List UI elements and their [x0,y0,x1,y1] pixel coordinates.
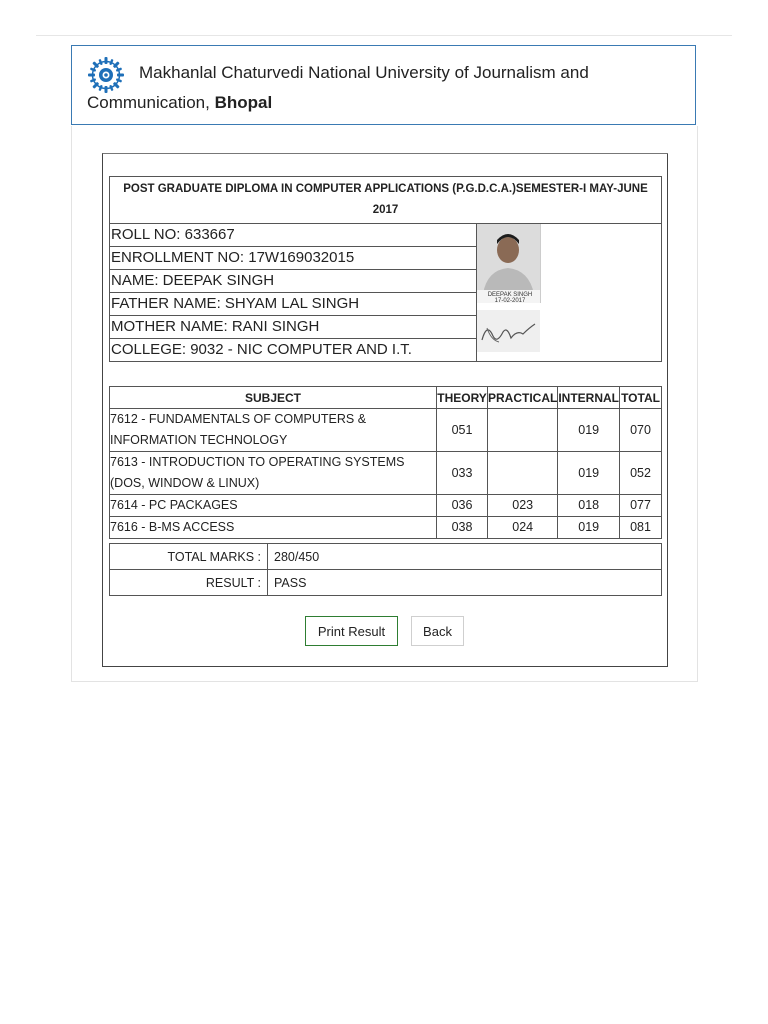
result-summary-table [109,543,662,596]
theory-marks: 036 [437,495,488,517]
col-internal: INTERNAL [558,387,620,409]
subject-name: 7612 - FUNDAMENTALS OF COMPUTERS & INFORMATION TECHNOLOGY [110,409,437,452]
university-header [71,45,696,125]
university-logo-icon [86,55,126,95]
marks-header-row [110,387,662,409]
student-photo [477,224,541,303]
university-name-line1: Makhanlal Chaturvedi National University of Journalism and [139,63,589,82]
table-row [110,409,662,452]
photo-caption-date: 17-02-2017 [494,298,526,303]
practical-marks: 024 [488,517,558,539]
col-subject: SUBJECT [110,387,437,409]
back-button[interactable]: Back [411,616,464,646]
practical-marks [488,452,558,495]
roll-number: ROLL NO: 633667 [110,224,477,247]
table-row [110,517,662,539]
subject-name: 7613 - INTRODUCTION TO OPERATING SYSTEMS (DOS, WINDOW & LINUX) [110,452,437,495]
result-label: RESULT : [110,570,268,596]
practical-marks [488,409,558,452]
total-marks-value: 280/450 [268,544,662,570]
total-marks: 070 [620,409,662,452]
enrollment-number: ENROLLMENT NO: 17W169032015 [110,247,477,270]
total-marks: 077 [620,495,662,517]
table-row [110,452,662,495]
photo-caption [485,292,535,303]
theory-marks: 038 [437,517,488,539]
college-name: COLLEGE: 9032 - NIC COMPUTER AND I.T. [110,339,477,362]
father-name: FATHER NAME: SHYAM LAL SINGH [110,293,477,316]
col-practical: PRACTICAL [488,387,558,409]
student-info-table [109,176,662,362]
university-name-prefix: Communication, [87,93,215,112]
student-name: NAME: DEEPAK SINGH [110,270,477,293]
university-name-line2 [87,93,272,113]
subject-name: 7616 - B-MS ACCESS [110,517,437,539]
total-marks: 081 [620,517,662,539]
theory-marks: 033 [437,452,488,495]
mother-name: MOTHER NAME: RANI SINGH [110,316,477,339]
col-theory: THEORY [437,387,488,409]
marks-table [109,386,662,539]
internal-marks: 018 [558,495,620,517]
course-title: POST GRADUATE DIPLOMA IN COMPUTER APPLICATIONS (P.G.D.C.A.)SEMESTER-I MAY-JUNE 2017 [110,177,662,224]
practical-marks: 023 [488,495,558,517]
total-marks-label: TOTAL MARKS : [110,544,268,570]
total-marks: 052 [620,452,662,495]
result-value: PASS [268,570,662,596]
photo-caption-name: DEEPAK SINGH [487,292,533,298]
print-result-button[interactable]: Print Result [305,616,398,646]
col-total: TOTAL [620,387,662,409]
internal-marks: 019 [558,409,620,452]
internal-marks: 019 [558,517,620,539]
subject-name: 7614 - PC PACKAGES [110,495,437,517]
theory-marks: 051 [437,409,488,452]
student-signature [477,310,540,352]
university-city: Bhopal [214,93,273,112]
top-divider [36,35,732,36]
photo-signature-cell [477,224,662,362]
table-row [110,495,662,517]
internal-marks: 019 [558,452,620,495]
